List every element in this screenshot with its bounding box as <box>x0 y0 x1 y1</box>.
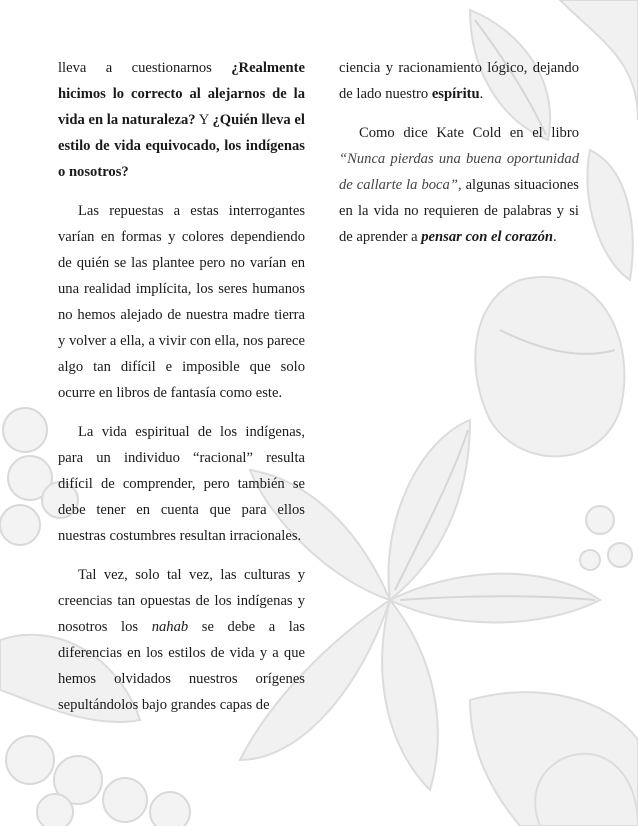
italic-term: nahab <box>151 619 189 635</box>
grape-motif <box>6 736 54 784</box>
paragraph: La vida espiritual de los indígenas, para un individuo “racional” resulta difícil de comprender, pero también se debe tener en cuenta que para ellos nuestras costumbres resultan irracionales. <box>58 424 305 544</box>
right-text-column <box>339 55 579 263</box>
bold-italic-emphasis: pensar con el corazón <box>421 229 554 245</box>
paragraph: ciencia y racionamiento lógico, dejando de lado nuestro espíritu. <box>339 60 579 102</box>
leaf-motif <box>587 150 632 280</box>
bold-term: espíritu <box>431 86 480 102</box>
lily-petal-motif <box>388 420 470 600</box>
grape-motif <box>37 794 73 826</box>
berry-motif <box>586 506 614 534</box>
book-quote: “Nunca pierdas una buena oportunidad de callarte la boca”, <box>339 151 579 193</box>
berry-motif <box>608 543 632 567</box>
bold-question: ¿Quién lleva el estilo de vida equivocado, los indígenas o nosotros? <box>58 112 305 180</box>
bold-question: ¿Realmente hicimos lo correcto al alejarnos de la vida en la naturaleza? <box>58 60 305 128</box>
paragraph: Tal vez, solo tal vez, las culturas y creencias tan opuestas de los indígenas y nosotros los nahab se debe a las diferencias en los estilos de vida y a que hemos olvidados nuestros orígenes sepultándolos bajo grandes capas de <box>58 567 305 713</box>
berry-motif <box>580 550 600 570</box>
grape-motif <box>3 408 47 452</box>
grape-motif <box>0 505 40 545</box>
lily-petal-motif <box>382 600 438 790</box>
grape-motif <box>150 792 190 826</box>
left-text-column <box>58 55 305 731</box>
paragraph: lleva a cuestionarnos ¿Realmente hicimos lo correcto al alejarnos de la vida en la naturaleza? Y ¿Quién lleva el estilo de vida equivocado, los indígenas o nosotros? <box>58 60 305 180</box>
paragraph: Como dice Kate Cold en el libro “Nunca pierdas una buena oportunidad de callarte la boca”, algunas situaciones en la vida no requieren de palabras y si de aprender a pensar con el corazón. <box>339 125 579 245</box>
paragraph: Las repuestas a estas interrogantes varían en formas y colores dependiendo de quién se las plantee pero no varían en una realidad implícita, los seres humanos no hemos alejado de nuestra madre tierra y volver a ella, a vivir con ella, nos parece algo tan difícil e imposible que solo ocurre en libros de fantasía como este. <box>58 203 305 401</box>
fruit-motif <box>475 277 624 456</box>
grape-motif <box>103 778 147 822</box>
